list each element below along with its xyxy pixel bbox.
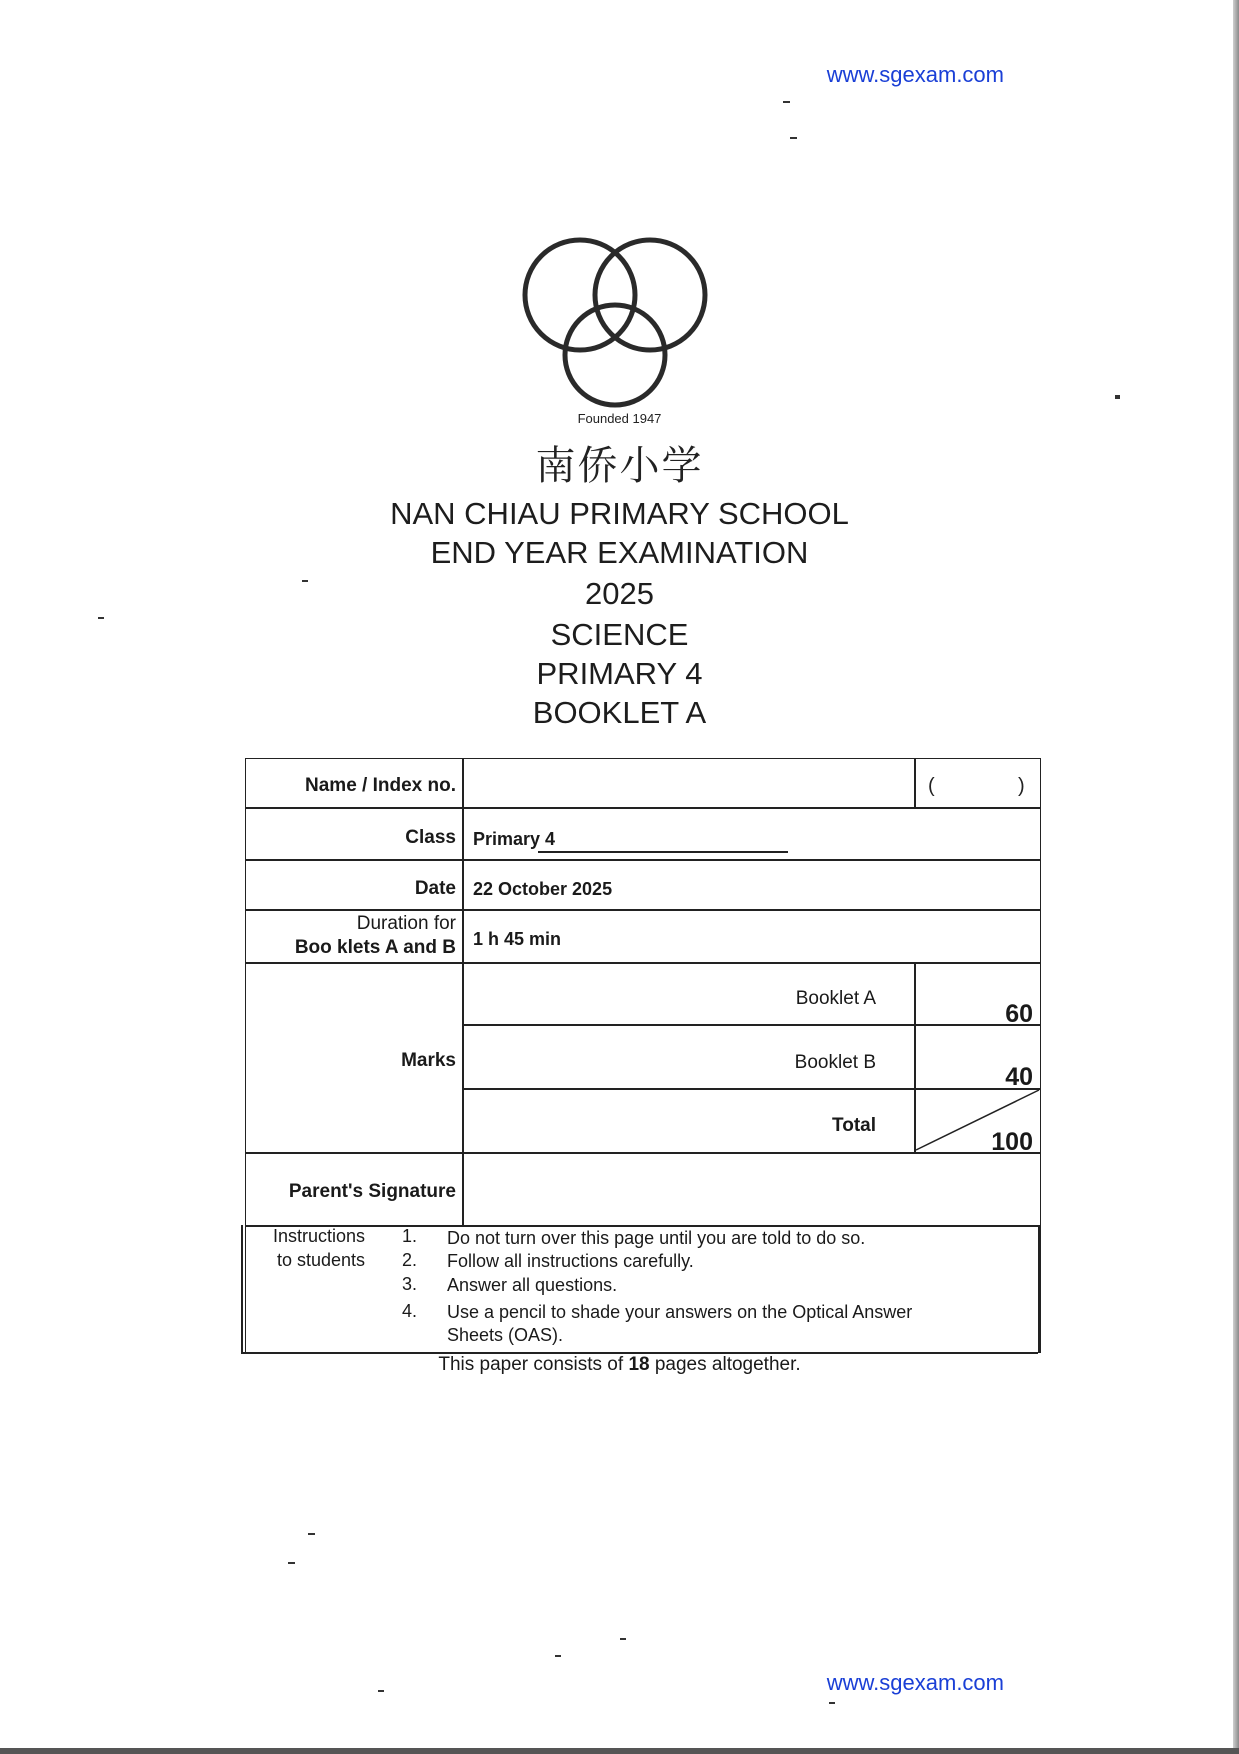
founded-year: Founded 1947 — [577, 411, 662, 426]
scan-speck — [308, 1533, 315, 1535]
instruction-text: Use a pencil to shade your answers on the Optical Answer — [447, 1302, 913, 1322]
school-chinese-name: 南侨小学 — [535, 443, 704, 489]
page-count-note — [0, 1354, 1239, 1376]
booklet-a-marks: 60 — [1005, 1000, 1033, 1028]
scan-speck — [790, 137, 797, 139]
instruction-text: Do not turn over this page until you are told to do so. — [447, 1228, 866, 1248]
parent-signature-field[interactable] — [464, 1154, 1039, 1224]
duration-label-line1: Duration for — [356, 913, 456, 934]
total-marks: 100 — [991, 1128, 1033, 1156]
scan-speck — [829, 1702, 835, 1704]
class-underline — [538, 851, 788, 853]
instruction-number: 2. — [401, 1250, 417, 1270]
exam-subject: SCIENCE — [550, 617, 689, 652]
table-divider — [245, 859, 1041, 861]
instruction-text: Follow all instructions carefully. — [447, 1251, 694, 1271]
page-count-number: 18 — [628, 1354, 650, 1375]
scan-speck — [783, 101, 790, 103]
table-divider — [245, 807, 1041, 809]
table-divider — [245, 909, 1041, 911]
booklet-b-label: Booklet B — [794, 1052, 876, 1073]
exam-year: 2025 — [585, 576, 654, 611]
scan-speck — [378, 1690, 384, 1692]
exam-booklet: BOOKLET A — [532, 695, 707, 730]
parent-signature-label: Parent's Signature — [288, 1181, 456, 1202]
scan-speck — [288, 1562, 295, 1564]
date-label: Date — [414, 878, 456, 899]
class-label: Class — [405, 827, 456, 848]
scan-speck — [620, 1638, 626, 1640]
watermark-bottom: www.sgexam.com — [826, 1670, 1004, 1695]
page-count-prefix: This paper consists of — [438, 1354, 624, 1375]
booklet-a-label: Booklet A — [795, 988, 876, 1009]
school-name: NAN CHIAU PRIMARY SCHOOL — [390, 496, 849, 531]
exam-title: END YEAR EXAMINATION — [430, 535, 809, 570]
instruction-number: 3. — [401, 1274, 417, 1294]
class-value: Primary 4 — [473, 829, 556, 849]
page-right-edge — [1233, 0, 1239, 1754]
scan-speck — [555, 1655, 561, 1657]
instruction-box-right — [1038, 1225, 1040, 1353]
total-label: Total — [832, 1115, 876, 1136]
page-count-suffix: pages altogether. — [654, 1354, 801, 1375]
exam-level: PRIMARY 4 — [536, 656, 703, 691]
table-divider — [245, 962, 1041, 964]
page-bottom-edge — [0, 1748, 1239, 1754]
booklet-b-marks: 40 — [1005, 1063, 1033, 1091]
school-logo — [522, 230, 722, 410]
instructions-heading-line1: Instructions — [273, 1226, 366, 1246]
marks-label: Marks — [401, 1050, 456, 1071]
instruction-number: 1. — [401, 1226, 417, 1246]
date-value: 22 October 2025 — [473, 879, 613, 899]
instruction-number: 4. — [401, 1301, 417, 1321]
scan-speck — [1115, 395, 1120, 399]
instruction-text: Answer all questions. — [447, 1275, 618, 1295]
instruction-text-continued: Sheets (OAS). — [447, 1325, 564, 1345]
duration-value: 1 h 45 min — [473, 929, 562, 949]
watermark-top: www.sgexam.com — [826, 62, 1004, 87]
table-divider — [914, 758, 916, 807]
name-index-label: Name / Index no. — [305, 775, 456, 796]
instruction-box-left — [241, 1225, 243, 1353]
instructions-heading-line2: to students — [277, 1250, 366, 1270]
index-paren-open: ( — [928, 775, 935, 797]
index-paren-close: ) — [1018, 775, 1025, 797]
duration-label-line2: Boo klets A and B — [294, 937, 456, 958]
